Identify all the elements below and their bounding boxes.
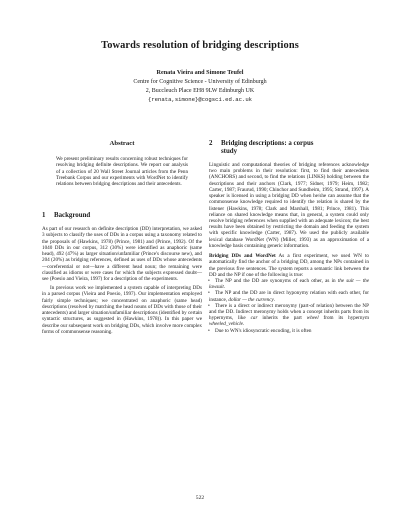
section-1-number: 1 — [42, 212, 46, 220]
abstract-text: We present preliminary results concerning robust techniques for resolving bridging definite descriptions. We report our analysis of a collection of 20 Wall Street Journal articles from the Penn Treebank Corpus and our experiments with WordNet to identify relations between bridging descriptions and their antecedents. — [56, 156, 188, 187]
author-email: {renata,simone}@cogsci.ed.ac.uk — [147, 96, 253, 103]
section-1-title: Background — [54, 212, 91, 220]
section-2-paragraph-1: Linguistic and computational theories of bridging references acknowledge two main problems in their resolution: first, to find their antecedents (ANCHORS) and second, to find the relations (LINKS) holding between the descriptions and their anchors (Clark, 1977; Sidner, 1979; Heim, 1982; Carter, 1987; Fraurud, 1990; Chinchor and Sundheim, 1995; Strand, 1997). A speaker is licensed in using a bridging DD when he/she can assume that the commonsense knowledge required to identify the relation is shared by the listener (Hawkins, 1978; Clark and Marshall, 1981; Prince, 1981). This reliance on shared knowledge means that, in general, a system could only resolve bridging references when supplied with an adequate lexicon; the best results have been obtained by restricting the domain and feeding the system with specific knowledge (Carter, 1987). We used the publicly available lexical database WordNet (WN) (Miller, 1993) as an approximation of a knowledge basis containing generic information. — [209, 162, 369, 249]
abstract-heading: Abstract — [109, 140, 135, 147]
section-1-paragraph-1: As part of our research on definite description (DD) interpretation, we asked 3 subjects to classify the uses of DDs in a corpus using a taxonomy related to the proposals of (Hawkins, 1978) (Prince, 1981) and (Prince, 1992). Of the 1040 DDs in our corpus, 312 (30%) were identified as anaphoric (same head), 492 (47%) as larger situation/unfamiliar (Prince's discourse new), and 204 (20%) as bridging references, defined as uses of DDs whose antecedents—coreferential or not—have a different head noun; the remaining were classified as idioms or were cases for which the subjects expressed doubt—see (Poesio and Vieira, 1997) for a description of the experiments. — [42, 226, 202, 282]
right-column — [209, 140, 369, 334]
criteria-list — [209, 278, 369, 334]
page-number: 522 — [195, 495, 205, 501]
section-2-paragraph-2-text: As a first experiment, we used WN to automatically find the anchor of a bridging DD, among the NPs contained in the previous five sentences. The system reports a semantic link between the DD and the NP if one of the following is true: — [209, 253, 369, 278]
section-1-paragraph-2: In previous work we implemented a system capable of interpreting DDs in a parsed corpus (Vieira and Poesio, 1997). Our implementation employed fairly simple techniques; we concentrated on anaphoric (same head) descriptions (resolved by matching the head nouns of DDs with those of their antecedents) and larger situation/unfamiliar descriptions (identified by certain syntactic structures, as suggested in (Hawkins, 1978)). In this paper we describe our subsequent work on bridging DDs, which involve more complex forms of commonsense reasoning. — [42, 285, 202, 335]
run-in-heading: Bridging DDs and WordNet — [209, 253, 276, 260]
section-2-heading — [209, 140, 369, 156]
section-2-number: 2 — [209, 140, 213, 147]
affiliation-line-1: Centre for Cognitive Science - University of Edinburgh — [133, 79, 267, 85]
section-2-title-line-1: Bridging descriptions: a corpus — [221, 140, 314, 147]
list-item: • The NP and the DD are in direct hyponymy relation with each other, for instance, dollar — the currency. — [208, 290, 369, 303]
section-2-title-line-2: study — [221, 148, 238, 155]
list-item: • There is a direct or indirect meronymy (part-of relation) between the NP and the DD. Indirect meronymy holds when a concept inherits parts from its hypernyms, like car inherits the part wheel from its hypernym wheeled_vehicle. — [208, 302, 369, 328]
affiliation-line-2: 2, Buccleuch Place EH8 9LW Edinburgh UK — [145, 88, 255, 94]
paper-authors: Renata Vieira and Simone Teufel — [156, 69, 244, 76]
list-item: • The NP and the DD are synonyms of each other, as in the suit — the lawsuit. — [208, 277, 369, 291]
section-1-heading — [42, 212, 202, 220]
paper-title: Towards resolution of bridging descriptions — [101, 40, 299, 51]
left-column — [42, 140, 202, 335]
section-2-paragraph-2 — [209, 253, 369, 278]
list-item: • Due to WN's idiosyncratic encoding, it is often — [208, 327, 312, 334]
